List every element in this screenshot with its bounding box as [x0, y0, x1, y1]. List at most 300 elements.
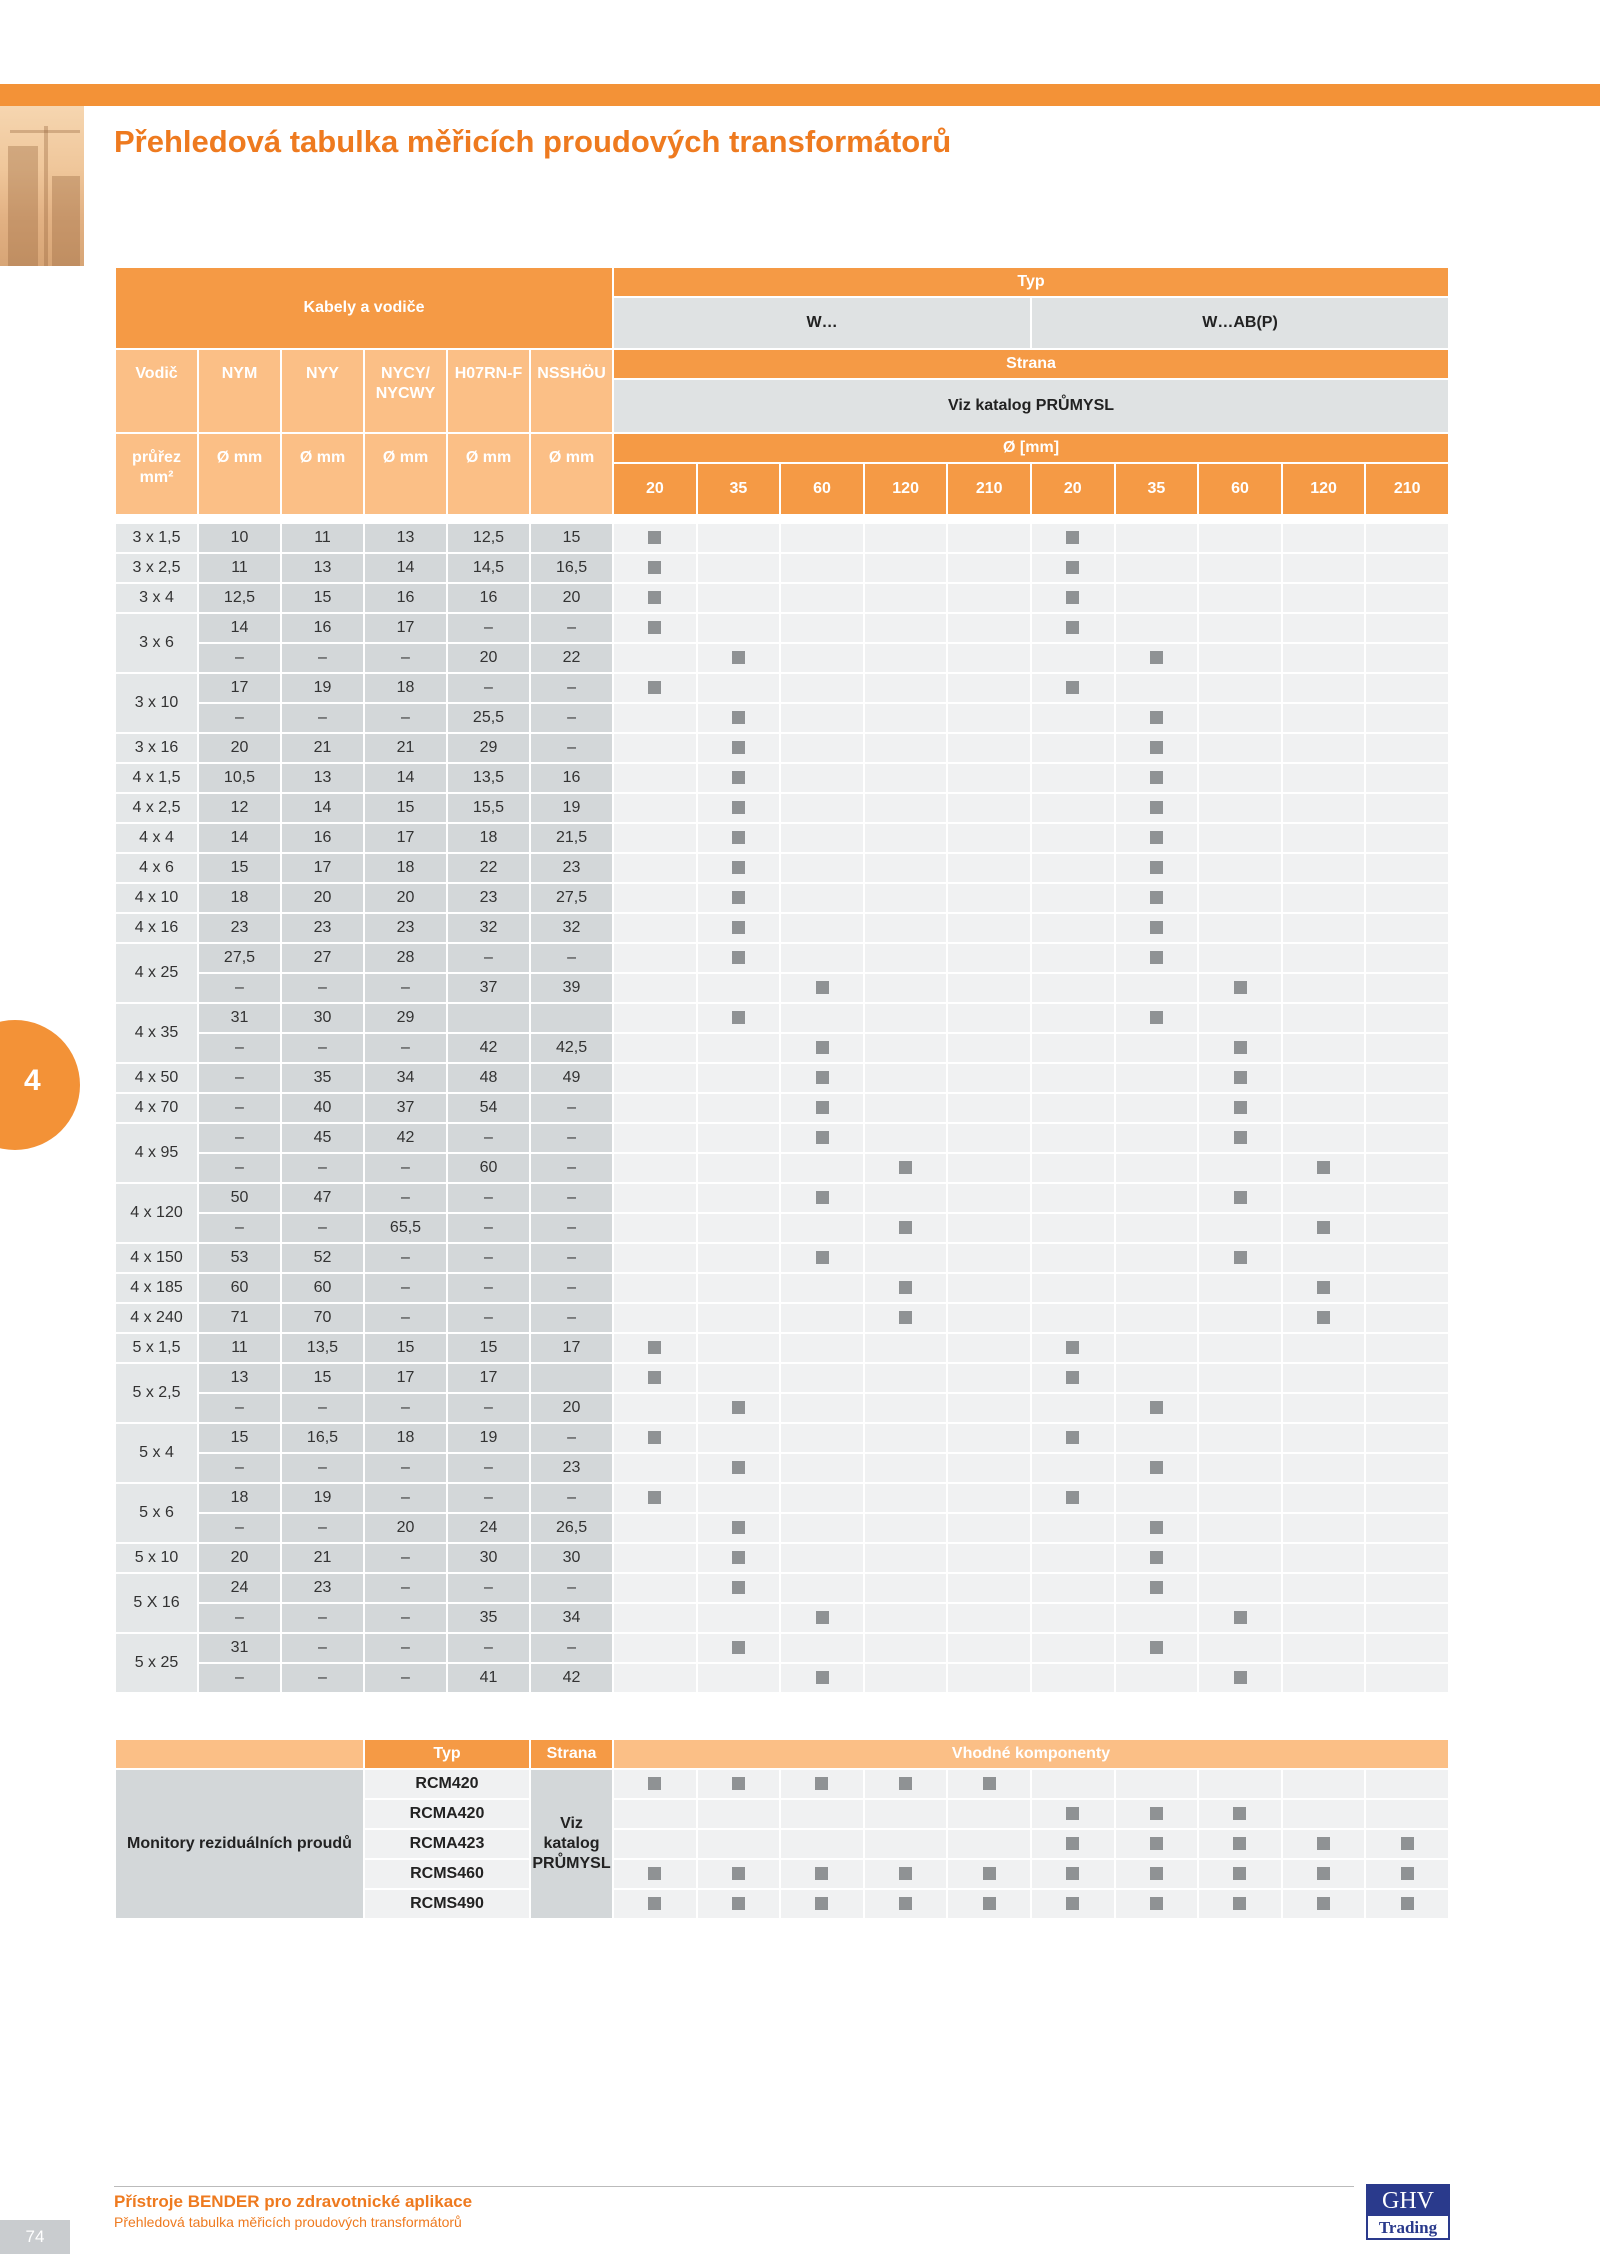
component-suitability-cell	[1198, 1889, 1282, 1919]
cross-section-label: 4 x 240	[115, 1303, 198, 1333]
diameter-value: 13	[281, 763, 364, 793]
diameter-value: 17	[198, 673, 281, 703]
marker-square-icon	[648, 531, 661, 544]
component-suitability-cell	[1115, 1859, 1199, 1889]
suitability-cell	[697, 1453, 781, 1483]
components-strana-value: Viz katalog PRŮMYSL	[530, 1769, 613, 1919]
suitability-cell	[780, 1423, 864, 1453]
suitability-cell	[947, 523, 1031, 553]
diameter-value: 23	[447, 883, 530, 913]
diameter-value: –	[530, 1213, 613, 1243]
suitability-cell	[1115, 1153, 1199, 1183]
cross-section-label: 5 x 2,5	[115, 1363, 198, 1423]
suitability-cell	[613, 1063, 697, 1093]
suitability-cell	[780, 763, 864, 793]
suitability-cell	[613, 1153, 697, 1183]
diameter-value: 34	[530, 1603, 613, 1633]
col-header-nyy: NYY	[281, 349, 364, 433]
col-subheader-h07rn: Ø mm	[447, 433, 530, 515]
diameter-value: 19	[447, 1423, 530, 1453]
diameter-value: 21	[364, 733, 447, 763]
diameter-value: 32	[447, 913, 530, 943]
suitability-cell	[947, 1453, 1031, 1483]
diameter-value: 14,5	[447, 553, 530, 583]
suitability-cell	[1115, 1603, 1199, 1633]
components-table	[114, 1738, 1450, 1920]
diameter-col-7: 60	[1198, 463, 1282, 515]
marker-square-icon	[1150, 771, 1163, 784]
col-header-nycy: NYCY/ NYCWY	[364, 349, 447, 433]
suitability-cell	[697, 1093, 781, 1123]
suitability-cell	[780, 1453, 864, 1483]
suitability-cell	[1115, 973, 1199, 1003]
component-suitability-cell	[1282, 1799, 1366, 1829]
table-row	[115, 1393, 1449, 1423]
diameter-value: 15	[281, 583, 364, 613]
suitability-cell	[1365, 1273, 1449, 1303]
suitability-cell	[780, 1273, 864, 1303]
suitability-cell	[697, 883, 781, 913]
marker-square-icon	[1233, 1897, 1246, 1910]
marker-square-icon	[648, 1491, 661, 1504]
diameter-value: 26,5	[530, 1513, 613, 1543]
suitability-cell	[780, 793, 864, 823]
marker-square-icon	[1066, 1491, 1079, 1504]
diameter-value	[530, 1363, 613, 1393]
suitability-cell	[1365, 1123, 1449, 1153]
suitability-cell	[697, 1273, 781, 1303]
diameter-col-1: 35	[697, 463, 781, 515]
components-typ-header: Typ	[364, 1739, 530, 1769]
suitability-cell	[780, 1573, 864, 1603]
diameter-value	[530, 1003, 613, 1033]
component-suitability-cell	[1365, 1829, 1449, 1859]
marker-square-icon	[1066, 561, 1079, 574]
suitability-cell	[780, 1513, 864, 1543]
marker-square-icon	[648, 1897, 661, 1910]
component-suitability-cell	[1282, 1769, 1366, 1799]
marker-square-icon	[816, 1131, 829, 1144]
suitability-cell	[1282, 1123, 1366, 1153]
marker-square-icon	[648, 621, 661, 634]
suitability-cell	[864, 973, 948, 1003]
suitability-cell	[1031, 1483, 1115, 1513]
diameter-value: –	[281, 1213, 364, 1243]
suitability-cell	[947, 1183, 1031, 1213]
suitability-cell	[697, 643, 781, 673]
diameter-value: 16	[281, 613, 364, 643]
marker-square-icon	[1150, 1581, 1163, 1594]
marker-square-icon	[899, 1777, 912, 1790]
diameter-value: 13,5	[281, 1333, 364, 1363]
suitability-cell	[1282, 1603, 1366, 1633]
suitability-cell	[697, 1393, 781, 1423]
diameter-value: –	[530, 1303, 613, 1333]
suitability-cell	[1198, 553, 1282, 583]
suitability-cell	[780, 1063, 864, 1093]
suitability-cell	[864, 523, 948, 553]
suitability-cell	[864, 943, 948, 973]
table-row	[115, 1303, 1449, 1333]
suitability-cell	[1282, 1093, 1366, 1123]
suitability-cell	[864, 553, 948, 583]
suitability-cell	[780, 1333, 864, 1363]
suitability-cell	[1198, 1273, 1282, 1303]
table-body	[115, 267, 1449, 1693]
marker-square-icon	[1150, 741, 1163, 754]
suitability-cell	[780, 703, 864, 733]
cross-section-label: 3 x 10	[115, 673, 198, 733]
cross-section-label: 4 x 185	[115, 1273, 198, 1303]
suitability-cell	[1115, 733, 1199, 763]
marker-square-icon	[899, 1311, 912, 1324]
diameter-value: 15	[447, 1333, 530, 1363]
suitability-cell	[1282, 1003, 1366, 1033]
marker-square-icon	[1317, 1221, 1330, 1234]
marker-square-icon	[1066, 1431, 1079, 1444]
diameter-value: 16,5	[281, 1423, 364, 1453]
diameter-value: 10,5	[198, 763, 281, 793]
table-row	[115, 1183, 1449, 1213]
suitability-cell	[1198, 1003, 1282, 1033]
col-header-h07rn: H07RN-F	[447, 349, 530, 433]
marker-square-icon	[732, 711, 745, 724]
table-row	[115, 973, 1449, 1003]
suitability-cell	[780, 1603, 864, 1633]
diameter-value: 54	[447, 1093, 530, 1123]
suitability-cell	[1031, 1543, 1115, 1573]
suitability-cell	[1365, 1663, 1449, 1693]
marker-square-icon	[1066, 1867, 1079, 1880]
marker-square-icon	[1066, 1371, 1079, 1384]
suitability-cell	[613, 823, 697, 853]
suitability-cell	[1282, 1363, 1366, 1393]
diameter-value: 16	[530, 763, 613, 793]
strana-value: Viz katalog PRŮMYSL	[613, 379, 1449, 433]
diameter-value: –	[530, 1633, 613, 1663]
marker-square-icon	[1150, 1551, 1163, 1564]
suitability-cell	[947, 643, 1031, 673]
suitability-cell	[697, 1633, 781, 1663]
suitability-cell	[1031, 643, 1115, 673]
marker-square-icon	[732, 1641, 745, 1654]
suitability-cell	[1115, 1423, 1199, 1453]
suitability-cell	[613, 583, 697, 613]
marker-square-icon	[648, 591, 661, 604]
suitability-cell	[697, 1303, 781, 1333]
diameter-value: –	[198, 1153, 281, 1183]
diameter-value: –	[281, 1663, 364, 1693]
diameter-value: 52	[281, 1243, 364, 1273]
suitability-cell	[947, 913, 1031, 943]
suitability-cell	[613, 793, 697, 823]
marker-square-icon	[1234, 1671, 1247, 1684]
marker-square-icon	[1234, 1041, 1247, 1054]
suitability-cell	[613, 1633, 697, 1663]
diameter-value: 20	[198, 1543, 281, 1573]
diameter-value: 27,5	[198, 943, 281, 973]
marker-square-icon	[1234, 1191, 1247, 1204]
suitability-cell	[1115, 853, 1199, 883]
marker-square-icon	[816, 1101, 829, 1114]
suitability-cell	[1282, 1633, 1366, 1663]
suitability-cell	[1115, 703, 1199, 733]
cross-section-label: 4 x 150	[115, 1243, 198, 1273]
suitability-cell	[1198, 1393, 1282, 1423]
suitability-cell	[780, 1153, 864, 1183]
suitability-cell	[1198, 1363, 1282, 1393]
suitability-cell	[697, 823, 781, 853]
marker-square-icon	[732, 1867, 745, 1880]
diameter-value: 47	[281, 1183, 364, 1213]
suitability-cell	[1365, 613, 1449, 643]
marker-square-icon	[1234, 981, 1247, 994]
suitability-cell	[864, 673, 948, 703]
marker-square-icon	[1150, 1461, 1163, 1474]
suitability-cell	[780, 943, 864, 973]
suitability-cell	[1282, 883, 1366, 913]
suitability-cell	[1031, 1393, 1115, 1423]
suitability-cell	[613, 1513, 697, 1543]
component-suitability-cell	[947, 1889, 1031, 1919]
suitability-cell	[1198, 1543, 1282, 1573]
component-suitability-cell	[864, 1859, 948, 1889]
suitability-cell	[947, 1033, 1031, 1063]
suitability-cell	[1282, 913, 1366, 943]
marker-square-icon	[1150, 711, 1163, 724]
marker-square-icon	[1066, 681, 1079, 694]
component-suitability-cell	[864, 1769, 948, 1799]
diameter-value: 18	[447, 823, 530, 853]
suitability-cell	[1031, 1213, 1115, 1243]
suitability-cell	[1115, 1513, 1199, 1543]
component-suitability-cell	[697, 1889, 781, 1919]
diameter-value: 20	[447, 643, 530, 673]
diameter-value: 60	[281, 1273, 364, 1303]
marker-square-icon	[1233, 1867, 1246, 1880]
suitability-cell	[1282, 523, 1366, 553]
suitability-cell	[1365, 553, 1449, 583]
suitability-cell	[1282, 1273, 1366, 1303]
component-suitability-cell	[613, 1859, 697, 1889]
diameter-value: –	[447, 1243, 530, 1273]
page-title: Přehledová tabulka měřicích proudových transformátorů	[114, 124, 952, 159]
suitability-cell	[697, 583, 781, 613]
diameter-value: –	[447, 1573, 530, 1603]
suitability-cell	[1198, 1033, 1282, 1063]
suitability-cell	[864, 913, 948, 943]
suitability-cell	[613, 943, 697, 973]
diameter-value: 17	[281, 853, 364, 883]
cross-section-label: 5 x 6	[115, 1483, 198, 1543]
marker-square-icon	[816, 981, 829, 994]
diameter-value: –	[447, 1483, 530, 1513]
suitability-cell	[1031, 1003, 1115, 1033]
suitability-cell	[1365, 943, 1449, 973]
suitability-cell	[1115, 763, 1199, 793]
suitability-cell	[780, 1093, 864, 1123]
suitability-cell	[1198, 613, 1282, 643]
suitability-cell	[947, 883, 1031, 913]
suitability-cell	[697, 1183, 781, 1213]
marker-square-icon	[1317, 1161, 1330, 1174]
suitability-cell	[1198, 1303, 1282, 1333]
marker-square-icon	[1317, 1867, 1330, 1880]
diameter-value: –	[530, 1183, 613, 1213]
table-row	[115, 613, 1449, 643]
table-row	[115, 1423, 1449, 1453]
diameter-value: 42	[530, 1663, 613, 1693]
diameter-value: 30	[447, 1543, 530, 1573]
suitability-cell	[1365, 703, 1449, 733]
diameter-value: –	[198, 703, 281, 733]
suitability-cell	[1031, 553, 1115, 583]
diameter-value: –	[281, 1453, 364, 1483]
suitability-cell	[613, 1333, 697, 1363]
suitability-cell	[1198, 1333, 1282, 1363]
suitability-cell	[1365, 973, 1449, 1003]
suitability-cell	[947, 1513, 1031, 1543]
suitability-cell	[864, 643, 948, 673]
suitability-cell	[1198, 523, 1282, 553]
suitability-cell	[1115, 1213, 1199, 1243]
suitability-cell	[697, 763, 781, 793]
suitability-cell	[613, 763, 697, 793]
diameter-value: 22	[530, 643, 613, 673]
diameter-value: –	[364, 1183, 447, 1213]
marker-square-icon	[816, 1251, 829, 1264]
marker-square-icon	[1150, 1807, 1163, 1820]
marker-square-icon	[816, 1611, 829, 1624]
suitability-cell	[780, 1243, 864, 1273]
component-suitability-cell	[947, 1859, 1031, 1889]
logo-top: GHV	[1368, 2186, 1448, 2216]
diameter-value: 31	[198, 1003, 281, 1033]
diameter-value: 15	[364, 1333, 447, 1363]
suitability-cell	[780, 1303, 864, 1333]
suitability-cell	[613, 1393, 697, 1423]
suitability-cell	[697, 613, 781, 643]
diameter-value: –	[281, 1393, 364, 1423]
suitability-cell	[613, 553, 697, 583]
suitability-cell	[1282, 673, 1366, 703]
suitability-cell	[780, 1123, 864, 1153]
suitability-cell	[864, 583, 948, 613]
marker-square-icon	[899, 1867, 912, 1880]
strana-header: Strana	[613, 349, 1449, 379]
suitability-cell	[613, 703, 697, 733]
suitability-cell	[1115, 793, 1199, 823]
diameter-value: 14	[364, 763, 447, 793]
suitability-cell	[864, 703, 948, 733]
suitability-cell	[864, 1093, 948, 1123]
marker-square-icon	[1066, 1897, 1079, 1910]
marker-square-icon	[1234, 1101, 1247, 1114]
diameter-value: 16	[364, 583, 447, 613]
table-row	[115, 1333, 1449, 1363]
suitability-cell	[1282, 1483, 1366, 1513]
table-row	[115, 763, 1449, 793]
suitability-cell	[1115, 1063, 1199, 1093]
diameter-value: 17	[447, 1363, 530, 1393]
suitability-cell	[1282, 583, 1366, 613]
suitability-cell	[864, 613, 948, 643]
suitability-cell	[1198, 1063, 1282, 1093]
table-row	[115, 823, 1449, 853]
suitability-cell	[1115, 1393, 1199, 1423]
suitability-cell	[864, 1363, 948, 1393]
suitability-cell	[1031, 583, 1115, 613]
suitability-cell	[613, 1183, 697, 1213]
suitability-cell	[1031, 673, 1115, 703]
suitability-cell	[780, 883, 864, 913]
component-suitability-cell	[613, 1769, 697, 1799]
suitability-cell	[780, 583, 864, 613]
suitability-cell	[947, 1573, 1031, 1603]
diameter-value: –	[447, 1273, 530, 1303]
cross-section-label: 4 x 35	[115, 1003, 198, 1063]
suitability-cell	[697, 1033, 781, 1063]
diameter-value: 23	[281, 913, 364, 943]
cross-section-label: 3 x 2,5	[115, 553, 198, 583]
suitability-cell	[947, 1603, 1031, 1633]
suitability-cell	[947, 823, 1031, 853]
suitability-cell	[697, 1543, 781, 1573]
suitability-cell	[697, 523, 781, 553]
diameter-value: 11	[198, 553, 281, 583]
component-suitability-cell	[864, 1829, 948, 1859]
suitability-cell	[864, 1663, 948, 1693]
diameter-value: –	[530, 613, 613, 643]
suitability-cell	[1115, 1663, 1199, 1693]
suitability-cell	[1282, 793, 1366, 823]
suitability-cell	[1198, 703, 1282, 733]
component-suitability-cell	[1115, 1889, 1199, 1919]
suitability-cell	[697, 1483, 781, 1513]
component-suitability-cell	[1282, 1829, 1366, 1859]
component-suitability-cell	[780, 1889, 864, 1919]
suitability-cell	[1198, 583, 1282, 613]
diameter-value: 48	[447, 1063, 530, 1093]
diameter-value: 18	[364, 1423, 447, 1453]
diameter-value: –	[530, 1093, 613, 1123]
marker-square-icon	[816, 1071, 829, 1084]
marker-square-icon	[1233, 1807, 1246, 1820]
suitability-cell	[1115, 1243, 1199, 1273]
suitability-cell	[1282, 1153, 1366, 1183]
table-row	[115, 673, 1449, 703]
suitability-cell	[947, 943, 1031, 973]
suitability-cell	[1365, 1183, 1449, 1213]
component-suitability-cell	[1365, 1859, 1449, 1889]
suitability-cell	[780, 973, 864, 1003]
diameter-value: 53	[198, 1243, 281, 1273]
suitability-cell	[1198, 1453, 1282, 1483]
component-suitability-cell	[1282, 1889, 1366, 1919]
suitability-cell	[780, 553, 864, 583]
suitability-cell	[613, 1453, 697, 1483]
suitability-cell	[1031, 943, 1115, 973]
marker-square-icon	[1150, 951, 1163, 964]
section-tab	[0, 1020, 80, 1150]
marker-square-icon	[899, 1281, 912, 1294]
marker-square-icon	[648, 1867, 661, 1880]
diameter-value: 15	[530, 523, 613, 553]
suitability-cell	[947, 1093, 1031, 1123]
diameter-value: –	[447, 1453, 530, 1483]
marker-square-icon	[1150, 1401, 1163, 1414]
diameter-value: –	[198, 1093, 281, 1123]
